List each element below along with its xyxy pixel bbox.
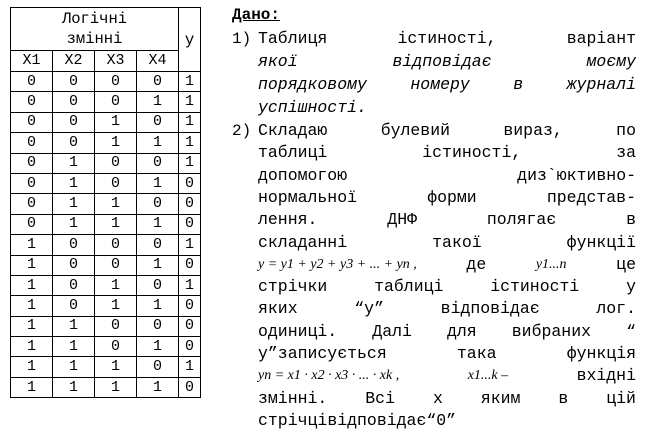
header-logic-line2: змінні [66, 30, 123, 48]
table-row [11, 214, 201, 234]
cell-y: 0 [179, 316, 201, 336]
table-row [11, 112, 201, 132]
cell-y: 0 [179, 377, 201, 397]
table-row [11, 296, 201, 316]
text-line: успішності. [258, 98, 367, 117]
cell-x4: 0 [137, 194, 179, 214]
cell-x2: 0 [53, 275, 95, 295]
formula-line-1: y = y1 + y2 + y3 + ... + yn , де y1...n це [258, 254, 636, 274]
header-y: y [179, 8, 201, 72]
cell-x3: 1 [95, 133, 137, 153]
cell-x3: 0 [95, 92, 137, 112]
cell-x1: 0 [11, 173, 53, 193]
table-row [11, 255, 201, 275]
cell-y: 1 [179, 92, 201, 112]
header-logic-variables [11, 8, 179, 51]
cell-x3: 1 [95, 275, 137, 295]
cell-x2: 1 [53, 214, 95, 234]
cell-x3: 0 [95, 255, 137, 275]
cell-y: 1 [179, 153, 201, 173]
text-line: таблиці істиності, за [258, 143, 636, 163]
cell-x4: 1 [137, 377, 179, 397]
cell-x4: 1 [137, 173, 179, 193]
cell-y: 1 [179, 133, 201, 153]
cell-x2: 1 [53, 377, 95, 397]
cell-x4: 1 [137, 133, 179, 153]
cell-x3: 0 [95, 337, 137, 357]
table-row [11, 153, 201, 173]
cell-y: 1 [179, 72, 201, 92]
cell-x1: 1 [11, 255, 53, 275]
cell-x3: 0 [95, 153, 137, 173]
cell-x2: 1 [53, 153, 95, 173]
cell-x3: 0 [95, 72, 137, 92]
table-row [11, 337, 201, 357]
truth-table [10, 7, 201, 398]
cell-x1: 1 [11, 357, 53, 377]
header-x3: X3 [95, 51, 137, 72]
given-label: Дано: [232, 6, 281, 24]
table-row [11, 275, 201, 295]
cell-x4: 0 [137, 72, 179, 92]
text-line: одиниці. Далі для вибраних “ [258, 321, 636, 341]
cell-x2: 1 [53, 194, 95, 214]
cell-y: 1 [179, 112, 201, 132]
cell-x2: 0 [53, 92, 95, 112]
header-x2: X2 [53, 51, 95, 72]
text-line: нормальної форми представ- [258, 187, 636, 207]
cell-x2: 0 [53, 72, 95, 92]
cell-x1: 1 [11, 275, 53, 295]
cell-x3: 0 [95, 316, 137, 336]
cell-y: 0 [179, 194, 201, 214]
cell-x4: 1 [137, 337, 179, 357]
cell-x1: 1 [11, 316, 53, 336]
text-line: допомогою диз`юктивно- [258, 165, 636, 185]
cell-x2: 0 [53, 255, 95, 275]
cell-x2: 0 [53, 112, 95, 132]
text-line: Складаю булевий вираз, по [258, 121, 636, 140]
description-panel [232, 6, 636, 430]
text-line: порядковому номеру в журналі [258, 75, 636, 94]
cell-x1: 0 [11, 194, 53, 214]
table-row [11, 235, 201, 255]
item-1-number: 1) [232, 30, 252, 48]
cell-x4: 0 [137, 316, 179, 336]
table-row [11, 173, 201, 193]
cell-x4: 0 [137, 357, 179, 377]
text-line: складанні такої функції [258, 232, 636, 252]
cell-x3: 0 [95, 235, 137, 255]
cell-x1: 0 [11, 214, 53, 234]
cell-x2: 1 [53, 357, 95, 377]
cell-x2: 0 [53, 296, 95, 316]
cell-x1: 0 [11, 112, 53, 132]
table-row [11, 377, 201, 397]
cell-x1: 1 [11, 377, 53, 397]
cell-x3: 0 [95, 173, 137, 193]
table-row [11, 194, 201, 214]
cell-x3: 1 [95, 377, 137, 397]
cell-x1: 0 [11, 72, 53, 92]
header-logic-line1: Логічні [61, 10, 128, 28]
cell-y: 1 [179, 235, 201, 255]
cell-y: 0 [179, 296, 201, 316]
cell-x4: 0 [137, 275, 179, 295]
cell-x1: 0 [11, 92, 53, 112]
cell-x4: 0 [137, 112, 179, 132]
cell-x1: 0 [11, 133, 53, 153]
cell-x3: 1 [95, 357, 137, 377]
text-line: змінні. Всі x яким в цій [258, 388, 636, 408]
cell-x3: 1 [95, 214, 137, 234]
table-row [11, 92, 201, 112]
header-x4: X4 [137, 51, 179, 72]
cell-y: 0 [179, 337, 201, 357]
cell-x1: 1 [11, 235, 53, 255]
cell-y: 1 [179, 275, 201, 295]
cell-y: 1 [179, 357, 201, 377]
table-row [11, 357, 201, 377]
cell-x1: 1 [11, 296, 53, 316]
cell-x2: 1 [53, 173, 95, 193]
header-x1: X1 [11, 51, 53, 72]
item-2-number: 2) [232, 122, 252, 140]
cell-x4: 0 [137, 235, 179, 255]
truth-table-body [11, 72, 201, 398]
text-line: Таблиця істиності, варіант [258, 29, 636, 48]
table-row [11, 316, 201, 336]
cell-y: 0 [179, 255, 201, 275]
cell-x2: 0 [53, 235, 95, 255]
cell-x4: 0 [137, 153, 179, 173]
cell-x2: 1 [53, 337, 95, 357]
text-line: лення. ДНФ полягає в [258, 210, 636, 230]
text-line: стрічцівідповідає“0” [258, 410, 457, 430]
cell-x3: 1 [95, 194, 137, 214]
text-line: стрічки таблиці істиності у [258, 277, 636, 297]
cell-x4: 1 [137, 296, 179, 316]
cell-x4: 1 [137, 214, 179, 234]
formula-line-2: yn = x1 · x2 · x3 · ... · xk , x1...k – вхідні [258, 366, 636, 386]
cell-x3: 1 [95, 112, 137, 132]
cell-x2: 0 [53, 133, 95, 153]
cell-x1: 1 [11, 337, 53, 357]
text-line: яких “y” відповідає лог. [258, 299, 636, 319]
cell-x4: 1 [137, 92, 179, 112]
cell-x2: 1 [53, 316, 95, 336]
table-row [11, 133, 201, 153]
table-row [11, 72, 201, 92]
cell-x3: 1 [95, 296, 137, 316]
text-line: y”записується така функція [258, 344, 636, 363]
cell-y: 0 [179, 214, 201, 234]
text-line: якої відповідає моєму [258, 52, 636, 71]
cell-x4: 1 [137, 255, 179, 275]
cell-x1: 0 [11, 153, 53, 173]
cell-y: 0 [179, 173, 201, 193]
